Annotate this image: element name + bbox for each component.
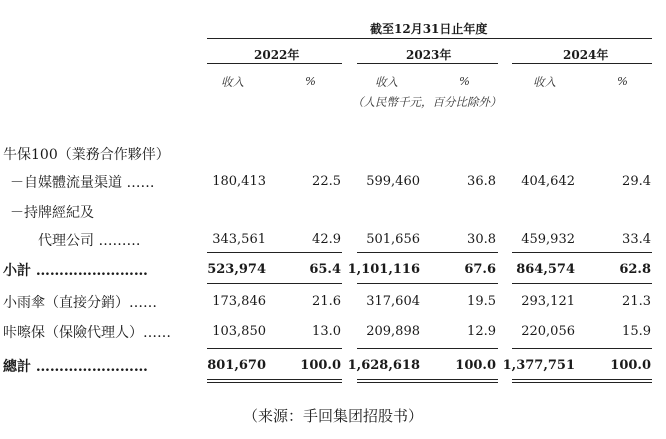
cell-self-media-2023-rev: 599,460 xyxy=(366,174,420,189)
header-rule xyxy=(207,38,652,39)
subtotal-bottom-rule-2023 xyxy=(357,283,498,284)
cell-agency-2024-pct: 33.4 xyxy=(622,232,651,247)
subtotal-bottom-rule-2024 xyxy=(512,283,652,284)
cell-self-media-2022-pct: 22.5 xyxy=(312,174,341,189)
total-double-rule-2024-a xyxy=(512,379,652,380)
row-label-agency: 代理公司 ……… xyxy=(38,233,141,249)
cell-agency-2022-rev: 343,561 xyxy=(212,232,266,247)
cell-subtotal-2024-pct: 62.8 xyxy=(619,262,651,277)
cell-subtotal-2023-rev: 1,101,116 xyxy=(347,262,420,277)
cell-kachabao-2023-rev: 209,898 xyxy=(366,324,420,339)
cell-agency-2023-rev: 501,656 xyxy=(366,232,420,247)
cell-agency-2023-pct: 30.8 xyxy=(467,232,496,247)
total-rule-2022 xyxy=(207,348,342,349)
subtotal-rule-2023 xyxy=(357,252,498,253)
cell-xiaoyusan-2024-pct: 21.3 xyxy=(622,294,651,309)
revenue-col-2024: 收入 xyxy=(533,75,556,89)
cell-agency-2024-rev: 459,932 xyxy=(521,232,575,247)
total-double-rule-2022-a xyxy=(207,379,342,380)
subtotal-rule-2024 xyxy=(512,252,652,253)
year-2022-header: 2022年 xyxy=(254,48,300,62)
cell-kachabao-2024-pct: 15.9 xyxy=(622,324,651,339)
row-label-self-media: －自媒體流量渠道 …… xyxy=(10,175,155,191)
total-double-rule-2024-b xyxy=(512,382,652,383)
cell-self-media-2024-rev: 404,642 xyxy=(521,174,575,189)
total-double-rule-2023-a xyxy=(357,379,498,380)
year-2022-rule xyxy=(207,63,342,64)
cell-kachabao-2024-rev: 220,056 xyxy=(521,324,575,339)
revenue-col-2023: 收入 xyxy=(375,75,398,89)
cell-self-media-2024-pct: 29.4 xyxy=(622,174,651,189)
year-2023-rule xyxy=(357,63,498,64)
total-double-rule-2022-b xyxy=(207,382,342,383)
year-2024-header: 2024年 xyxy=(563,48,609,62)
cell-xiaoyusan-2023-pct: 19.5 xyxy=(467,294,496,309)
cell-total-2023-pct: 100.0 xyxy=(455,358,496,373)
revenue-col-2022: 收入 xyxy=(221,75,244,89)
cell-total-2023-rev: 1,628,618 xyxy=(347,358,420,373)
row-label-niubao: 牛保100（業務合作夥伴） xyxy=(3,147,170,163)
cell-self-media-2022-rev: 180,413 xyxy=(212,174,266,189)
cell-subtotal-2022-rev: 523,974 xyxy=(207,262,266,277)
cell-agency-2022-pct: 42.9 xyxy=(312,232,341,247)
unit-note: （人民幣千元，百分比除外） xyxy=(352,95,502,109)
total-rule-2024 xyxy=(512,348,652,349)
cell-kachabao-2022-rev: 103,850 xyxy=(212,324,266,339)
pct-col-2023: % xyxy=(459,74,470,88)
cell-total-2024-rev: 1,377,751 xyxy=(502,358,575,373)
row-label-total: 總計 …………………… xyxy=(3,359,148,375)
cell-subtotal-2023-pct: 67.6 xyxy=(464,262,496,277)
cell-xiaoyusan-2022-pct: 21.6 xyxy=(312,294,341,309)
row-label-kachabao: 咔嚓保（保險代理人）…… xyxy=(3,325,171,341)
cell-kachabao-2023-pct: 12.9 xyxy=(467,324,496,339)
cell-total-2024-pct: 100.0 xyxy=(610,358,651,373)
cell-xiaoyusan-2024-rev: 293,121 xyxy=(521,294,575,309)
source-note: （来源：手回集团招股书） xyxy=(242,407,423,425)
cell-total-2022-pct: 100.0 xyxy=(300,358,341,373)
subtotal-bottom-rule-2022 xyxy=(207,283,342,284)
total-double-rule-2023-b xyxy=(357,382,498,383)
pct-col-2024: % xyxy=(617,74,628,88)
cell-kachabao-2022-pct: 13.0 xyxy=(312,324,341,339)
year-2023-header: 2023年 xyxy=(406,48,452,62)
year-2024-rule xyxy=(512,63,652,64)
cell-total-2022-rev: 801,670 xyxy=(207,358,266,373)
cell-xiaoyusan-2023-rev: 317,604 xyxy=(366,294,420,309)
cell-self-media-2023-pct: 36.8 xyxy=(467,174,496,189)
row-label-subtotal: 小計 …………………… xyxy=(3,263,148,279)
subtotal-rule-2022 xyxy=(207,252,342,253)
cell-subtotal-2022-pct: 65.4 xyxy=(309,262,341,277)
row-label-licensed: －持牌經紀及 xyxy=(10,205,94,221)
pct-col-2022: % xyxy=(305,74,316,88)
row-label-xiaoyusan: 小雨傘（直接分銷）…… xyxy=(3,295,157,311)
period-header: 截至12月31日止年度 xyxy=(370,22,488,36)
cell-subtotal-2024-rev: 864,574 xyxy=(516,262,575,277)
cell-xiaoyusan-2022-rev: 173,846 xyxy=(212,294,266,309)
total-rule-2023 xyxy=(357,348,498,349)
